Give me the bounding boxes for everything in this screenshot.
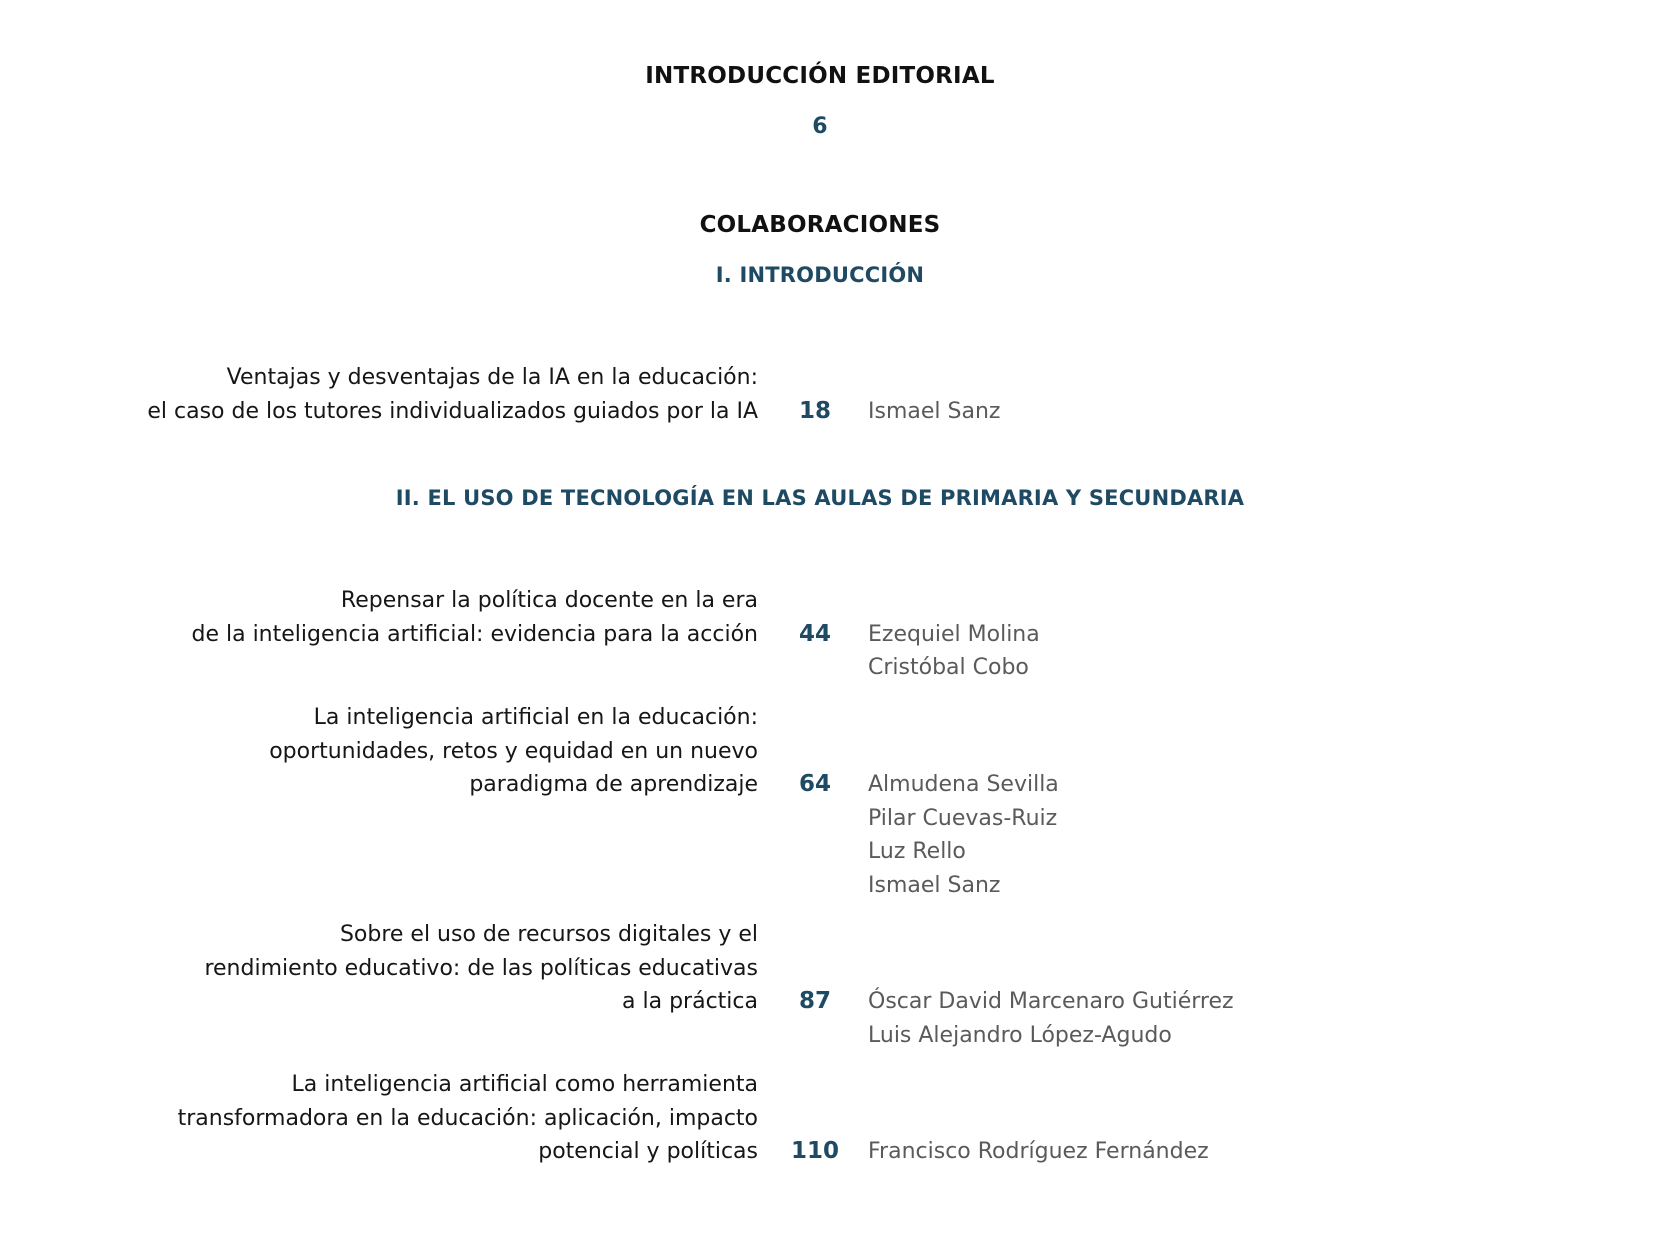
toc-entry-page-number[interactable]: 87 <box>798 988 831 1014</box>
toc-entry-authors: Francisco Rodríguez Fernández <box>868 1139 1209 1164</box>
toc-entry-title: La inteligencia artificial como herramienta transformadora en la educación: aplicación, impacto potencial y políticas <box>177 1072 758 1164</box>
collaborations-heading: COLABORACIONES <box>699 212 941 238</box>
toc-entry-title: Sobre el uso de recursos digitales y el rendimiento educativo: de las políticas educativas a la práctica <box>204 922 758 1014</box>
toc-entry-authors: Almudena Sevilla Pilar Cuevas-Ruiz Luz Rello Ismael Sanz <box>868 772 1059 898</box>
toc-entry-title: Repensar la política docente en la era de la inteligencia artificial: evidencia para la acción <box>191 588 758 647</box>
toc-entry-title: Ventajas y desventajas de la IA en la educación: el caso de los tutores individualizados guiados por la IA <box>147 365 758 424</box>
toc-entry-page-number[interactable]: 44 <box>798 620 831 647</box>
editorial-page-number[interactable]: 6 <box>812 114 828 139</box>
toc-entry-page-number[interactable]: 64 <box>798 771 831 797</box>
toc-entry-page-number[interactable]: 18 <box>798 397 831 424</box>
toc-entry-authors: Ezequiel Molina Cristóbal Cobo <box>868 621 1040 680</box>
editorial-heading: INTRODUCCIÓN EDITORIAL <box>645 63 995 89</box>
toc-entry-title: La inteligencia artificial en la educación: oportunidades, retos y equidad en un nuevo paradigma de aprendizaje <box>269 705 758 797</box>
toc-entry-authors: Ismael Sanz <box>868 398 1001 424</box>
toc-entry-page-number[interactable]: 110 <box>790 1138 839 1164</box>
section-heading-introduccion: I. INTRODUCCIÓN <box>715 263 925 287</box>
section-heading-uso-tecnologia: II. EL USO DE TECNOLOGÍA EN LAS AULAS DE PRIMARIA Y SECUNDARIA <box>395 486 1245 510</box>
toc-entry-authors: Óscar David Marcenaro Gutiérrez Luis Alejandro López-Agudo <box>868 989 1234 1048</box>
